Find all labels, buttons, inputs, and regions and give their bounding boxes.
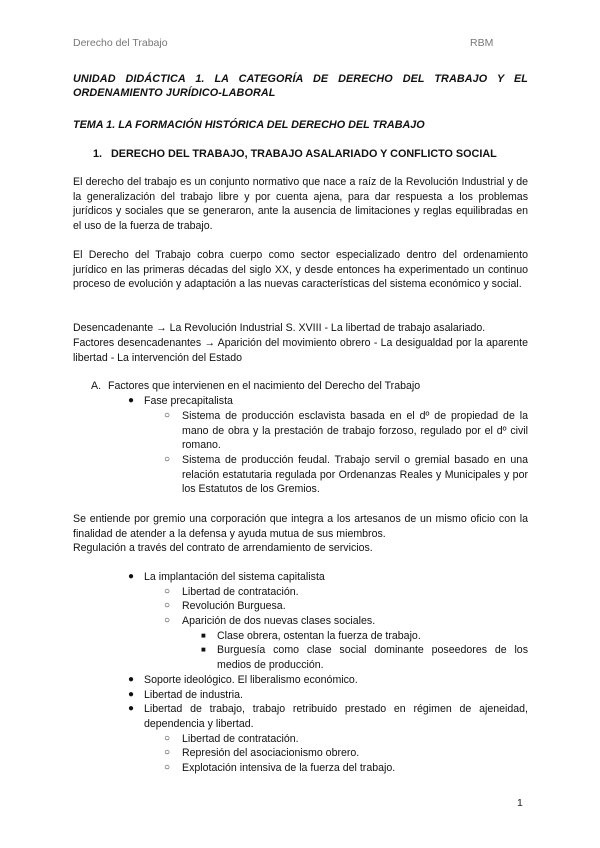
bullet-disc-icon: ●: [128, 703, 135, 714]
list-a-title: Factores que intervienen en el nacimiento del Derecho del Trabajo: [108, 380, 421, 392]
bullet-disc-icon: ●: [128, 689, 135, 700]
gremio-regulation: Regulación a través del contrato de arrendamiento de servicios.: [73, 542, 373, 555]
bullet-square-icon: ■: [201, 631, 206, 640]
bullet-circle-icon: ○: [164, 454, 171, 465]
paragraph-origin: El derecho del trabajo es un conjunto normativo que nace a raíz de la Revolución Industrial y de la generalización del trabajo libre y por cuenta ajena, para dar respuesta a los problemas jurídicos y sociales que se generaron, ante la ausencia de limitaciones y reglas equilibradas en el uso de la fuerza de trabajo.: [73, 176, 528, 232]
header-author-initials: RBM: [470, 37, 494, 49]
bullet-square-icon: ■: [201, 645, 206, 654]
list-item-represion: Represión del asociacionismo obrero.: [182, 747, 360, 759]
list-marker-a: A.: [91, 380, 102, 392]
section-number: 1.: [93, 148, 103, 160]
bullet-circle-icon: ○: [164, 733, 171, 744]
section-title: DERECHO DEL TRABAJO, TRABAJO ASALARIADO Y CONFLICTO SOCIAL: [111, 148, 497, 160]
list-item-esclavista: Sistema de producción esclavista basada en el dº de propiedad de la mano de obra y la prestación de trabajo forzoso, regulado por el dº civil romano.: [182, 410, 528, 452]
paragraph-desencadenante: Desencadenante → La Revolución Industrial S. XVIII - La libertad de trabajo asalariado.: [73, 322, 486, 334]
section-heading: [93, 147, 533, 161]
paragraph-factores: Factores desencadenantes → Aparición del movimiento obrero - La desigualdad por la aparente libertad - La intervención del Estado: [73, 337, 528, 364]
bullet-disc-icon: ●: [128, 571, 135, 582]
list-item-burguesia: Burguesía como clase social dominante poseedores de los medios de producción.: [217, 644, 528, 671]
bullet-disc-icon: ●: [128, 674, 135, 685]
list-item-feudal: Sistema de producción feudal. Trabajo servil o gremial basado en una relación estatutaria regulada por Ordenanzas Reales y Municipales y por los Estatutos de los Gremios.: [182, 454, 528, 496]
bullet-circle-icon: ○: [164, 615, 171, 626]
gremio-definition: Se entiende por gremio una corporación que integra a los artesanos de un mismo oficio con la finalidad de atender a la defensa y ayuda mutua de sus miembros.: [73, 513, 528, 540]
header-course-title: Derecho del Trabajo: [73, 37, 168, 49]
paragraph-evolution: El Derecho del Trabajo cobra cuerpo como sector especializado dentro del ordenamiento jurídico en las primeras décadas del siglo XX, y desde entonces ha experimentado un continuo proceso de evolución y adaptación a las nuevas características del sistema económico y social.: [73, 249, 528, 291]
bullet-disc-icon: ●: [128, 395, 135, 406]
list-item-libertad-contratacion: Libertad de contratación.: [182, 586, 299, 598]
list-item-libertad-contratacion-2: Libertad de contratación.: [182, 733, 299, 745]
bullet-circle-icon: ○: [164, 600, 171, 611]
bullet-circle-icon: ○: [164, 410, 171, 421]
paragraph-gremio: [73, 512, 528, 556]
list-item-soporte-ideologico: Soporte ideológico. El liberalismo económico.: [144, 674, 358, 686]
list-item-libertad-industria: Libertad de industria.: [144, 689, 243, 701]
tema-title: TEMA 1. LA FORMACIÓN HISTÓRICA DEL DERECHO DEL TRABAJO: [73, 119, 425, 131]
bullet-circle-icon: ○: [164, 586, 171, 597]
list-item-revolucion-burguesa: Revolución Burguesa.: [182, 600, 286, 612]
list-item-implantacion: La implantación del sistema capitalista: [144, 571, 325, 583]
list-item-libertad-trabajo: Libertad de trabajo, trabajo retribuido prestado en régimen de ajeneidad, dependencia y libertad.: [144, 703, 528, 730]
bullet-circle-icon: ○: [164, 747, 171, 758]
bullet-circle-icon: ○: [164, 762, 171, 773]
list-item-fase-precapitalista: Fase precapitalista: [144, 395, 233, 407]
list-item-clase-obrera: Clase obrera, ostentan la fuerza de trabajo.: [217, 630, 421, 642]
unit-title: UNIDAD DIDÁCTICA 1. LA CATEGORÍA DE DERECHO DEL TRABAJO Y EL ORDENAMIENTO JURÍDICO-LABORAL: [73, 73, 528, 99]
page-number: 1: [517, 797, 523, 809]
list-item-explotacion: Explotación intensiva de la fuerza del trabajo.: [182, 762, 396, 774]
list-item-aparicion-clases: Aparición de dos nuevas clases sociales.: [182, 615, 376, 627]
